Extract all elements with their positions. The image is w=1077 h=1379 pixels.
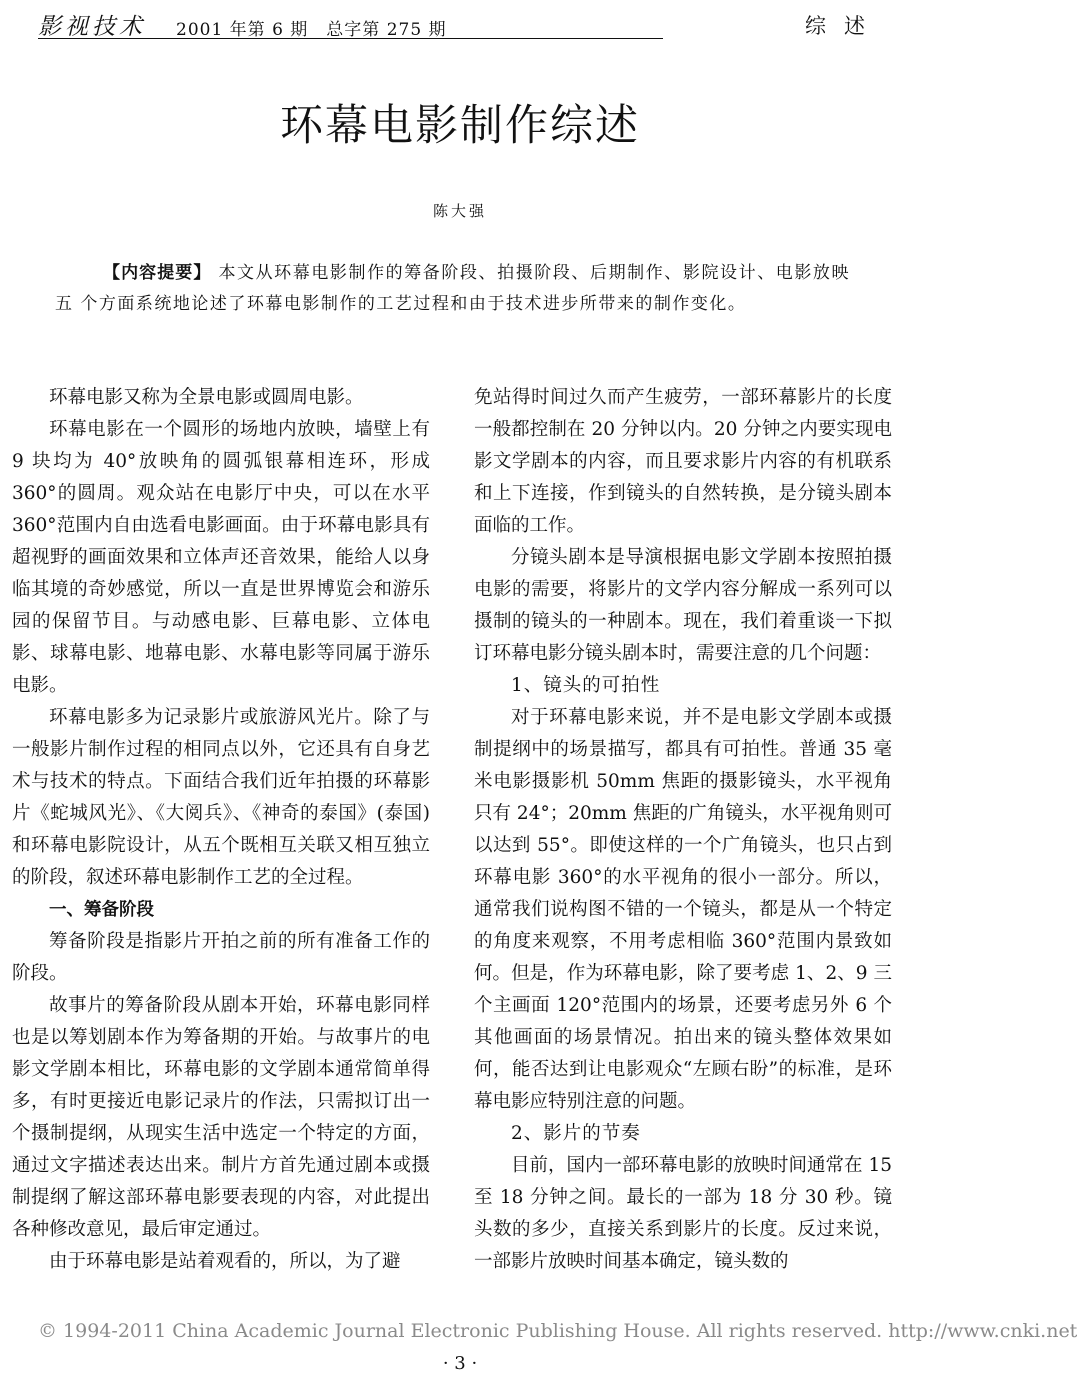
subsection-heading: 1、镜头的可拍性 <box>511 675 661 696</box>
section-label: 综述 <box>805 14 883 38</box>
paragraph: 故事片的筹备阶段从剧本开始，环幕电影同样也是以筹划剧本作为筹备期的开始。与故事片的电影文学剧本相比，环幕电影的文学剧本通常简单得多，有时更接近电影记录片的作法，只需拟订出一个摄制提纲，从现实生活中选定一个特定的方面，通过文字描述表达出来。制片方首先通过剧本或摄制提纲了解这部环幕电影要表现的内容，对此提出各种修改意见，最后审定通过。 <box>12 995 430 1240</box>
body-column-left <box>12 382 430 1278</box>
section-heading: 一、筹备阶段 <box>49 900 154 920</box>
copyright-notice: © 1994-2011 China Academic Journal Electronic Publishing House. All rights reserved. http://www.cnki.net <box>38 1320 1077 1342</box>
issue-info: 2001 年第 6 期 总字第 275 期 <box>176 20 447 40</box>
body-column-right <box>474 382 892 1278</box>
paragraph: 环幕电影多为记录影片或旅游风光片。除了与一般影片制作过程的相同点以外，它还具有自身艺术与技术的特点。下面结合我们近年拍摄的环幕影片《蛇城风光》、《大阅兵》、《神奇的泰国》(泰国)和环幕电影院设计，从五个既相互关联又相互独立的阶段，叙述环幕电影制作工艺的全过程。 <box>12 707 430 888</box>
paragraph: 筹备阶段是指影片开拍之前的所有准备工作的阶段。 <box>12 931 430 984</box>
abstract <box>55 258 850 320</box>
subsection-heading: 2、影片的节奏 <box>511 1123 641 1144</box>
abstract-text: 本文从环幕电影制作的筹备阶段、拍摄阶段、后期制作、影院设计、电影放映五 个方面系统地论述了环幕电影制作的工艺过程和由于技术进步所带来的制作变化。 <box>55 263 851 314</box>
paragraph: 免站得时间过久而产生疲劳，一部环幕影片的长度一般都控制在 20 分钟以内。20 分钟之内要实现电影文学剧本的内容，而且要求影片内容的有机联系和上下连接，作到镜头的自然转换，是分镜头剧本面临的工作。 <box>474 387 892 536</box>
paragraph: 环幕电影又称为全景电影或圆周电影。 <box>49 387 364 408</box>
header-rule <box>38 38 663 39</box>
author-name: 陈大强 <box>432 202 487 220</box>
paragraph: 分镜头剧本是导演根据电影文学剧本按照拍摄电影的需要，将影片的文学内容分解成一系列可以摄制的镜头的一种剧本。现在，我们着重谈一下拟订环幕电影分镜头剧本时，需要注意的几个问题： <box>474 547 892 664</box>
paragraph: 由于环幕电影是站着观看的，所以，为了避 <box>49 1251 401 1272</box>
abstract-label: 【内容提要】 <box>103 263 212 283</box>
journal-name: 影视技术 <box>38 14 146 40</box>
running-header <box>38 8 883 38</box>
paragraph: 环幕电影在一个圆形的场地内放映，墙壁上有 9 块均为 40°放映角的圆弧银幕相连环，形成 360°的圆周。观众站在电影厅中央，可以在水平 360°范围内自由选看电影画面。由于环幕电影具有超视野的画面效果和立体声还音效果，能给人以身临其境的奇妙感觉，所以一直是世界博览会和游乐园的保留节目。与动感电影、巨幕电影、立体电影、球幕电影、地幕电影、水幕电影等同属于游乐电影。 <box>12 419 430 696</box>
paragraph: 目前，国内一部环幕电影的放映时间通常在 15 至 18 分钟之间。最长的一部为 18 分 30 秒。镜头数的多少，直接关系到影片的长度。反过来说，一部影片放映时间基本确定，镜头数的 <box>474 1155 892 1272</box>
paragraph: 对于环幕电影来说，并不是电影文学剧本或摄制提纲中的场景描写，都具有可拍性。普通 35 毫米电影摄影机 50mm 焦距的摄影镜头，水平视角只有 24°；20mm 焦距的广角镜头，水平视角则可以达到 55°。即使这样的一个广角镜头，也只占到环幕电影 360°的水平视角的很小一部分。所以，通常我们说构图不错的一个镜头，都是从一个特定的角度来观察，不用考虑相临 360°范围内景致如何。但是，作为环幕电影，除了要考虑 1、2、9 三个主画面 120°范围内的场景，还要考虑另外 6 个其他画面的场景情况。拍出来的镜头整体效果如何，能否达到让电影观众“左顾右盼”的标准，是环幕电影应特别注意的问题。 <box>474 707 892 1112</box>
article-title: 环幕电影制作综述 <box>280 101 640 151</box>
page-number: · 3 · <box>442 1353 478 1374</box>
